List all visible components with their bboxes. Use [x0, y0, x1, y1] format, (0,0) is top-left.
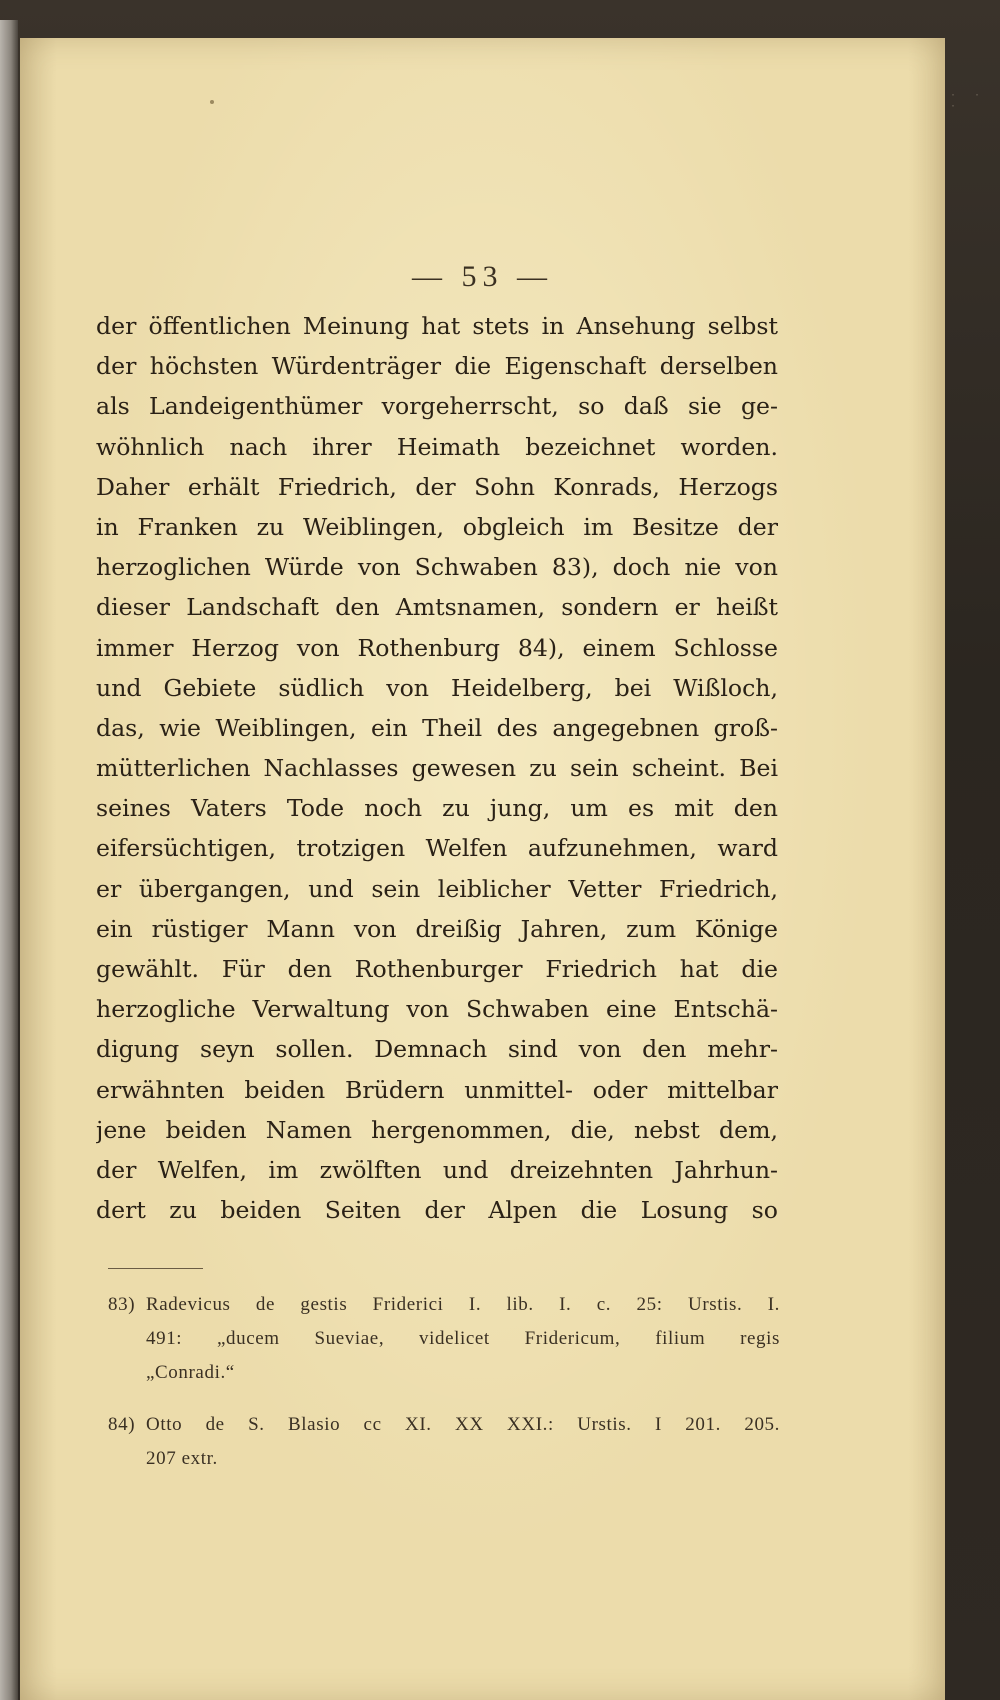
- footnote-line: Otto de S. Blasio cc XI. XX XXI.: Urstis. I 201. 205.: [146, 1414, 780, 1435]
- text-line: wöhnlich nach ihrer Heimath bezeichnet worden.: [96, 432, 778, 461]
- text-line: der Welfen, im zwölften und dreizehnten Jahrhun-: [96, 1155, 778, 1184]
- footnote-divider: [108, 1268, 203, 1269]
- footnote-text: [146, 1408, 780, 1476]
- footnote-line: „Conradi.“: [146, 1362, 235, 1383]
- text-line: als Landeigenthümer vorgeherrscht, so daß sie ge-: [96, 392, 778, 421]
- paper-speck: [210, 100, 214, 104]
- scan-edge-marks: · · ·: [950, 90, 987, 112]
- text-line: herzogliche Verwaltung von Schwaben eine Entschä-: [96, 995, 778, 1024]
- footnote-line: 491: „ducem Sueviae, videlicet Fridericum, filium regis: [146, 1328, 780, 1349]
- book-spine-edge: [0, 20, 18, 1700]
- footnote: [108, 1408, 780, 1476]
- body-text: [96, 306, 778, 1230]
- text-line: immer Herzog von Rothenburg 84), einem Schlosse: [96, 633, 778, 662]
- text-line: eifersüchtigen, trotzigen Welfen aufzunehmen, ward: [96, 834, 778, 863]
- text-line: seines Vaters Tode noch zu jung, um es mit den: [96, 794, 778, 823]
- text-line: dert zu beiden Seiten der Alpen die Losung so: [96, 1196, 778, 1225]
- text-line: gewählt. Für den Rothenburger Friedrich hat die: [96, 955, 778, 983]
- book-page: [20, 38, 945, 1700]
- text-line: dieser Landschaft den Amtsnamen, sondern er heißt: [96, 593, 778, 622]
- footnote-marker: 84): [108, 1414, 136, 1435]
- text-line: jene beiden Namen hergenommen, die, nebst dem,: [96, 1115, 778, 1144]
- text-line: ein rüstiger Mann von dreißig Jahren, zum Könige: [96, 914, 778, 943]
- text-line: er übergangen, und sein leiblicher Vetter Friedrich,: [96, 874, 778, 903]
- footnotes: [108, 1288, 780, 1494]
- text-line: mütterlichen Nachlasses gewesen zu sein scheint. Bei: [96, 754, 778, 783]
- footnote-line: Radevicus de gestis Friderici I. lib. I. c. 25: Urstis. I.: [146, 1294, 780, 1315]
- text-line: in Franken zu Weiblingen, obgleich im Besitze der: [96, 512, 778, 541]
- footnote-line: 207 extr.: [146, 1448, 218, 1469]
- text-line: erwähnten beiden Brüdern unmittel- oder mittelbar: [96, 1075, 778, 1104]
- footnote-text: [146, 1288, 780, 1390]
- footnote: [108, 1288, 780, 1390]
- text-line: der höchsten Würdenträger die Eigenschaft derselben: [96, 352, 778, 381]
- text-line: digung seyn sollen. Demnach sind von den mehr-: [96, 1035, 778, 1064]
- text-line: das, wie Weiblingen, ein Theil des angegebnen groß-: [96, 713, 778, 742]
- text-line: und Gebiete südlich von Heidelberg, bei Wißloch,: [96, 673, 778, 702]
- text-line: Daher erhält Friedrich, der Sohn Konrads, Herzogs: [96, 472, 778, 501]
- footnote-marker: 83): [108, 1294, 136, 1315]
- text-line: der öffentlichen Meinung hat stets in Ansehung selbst: [96, 312, 778, 340]
- text-line: herzoglichen Würde von Schwaben 83), doch nie von: [96, 553, 778, 582]
- page-number: — 53 —: [412, 260, 553, 293]
